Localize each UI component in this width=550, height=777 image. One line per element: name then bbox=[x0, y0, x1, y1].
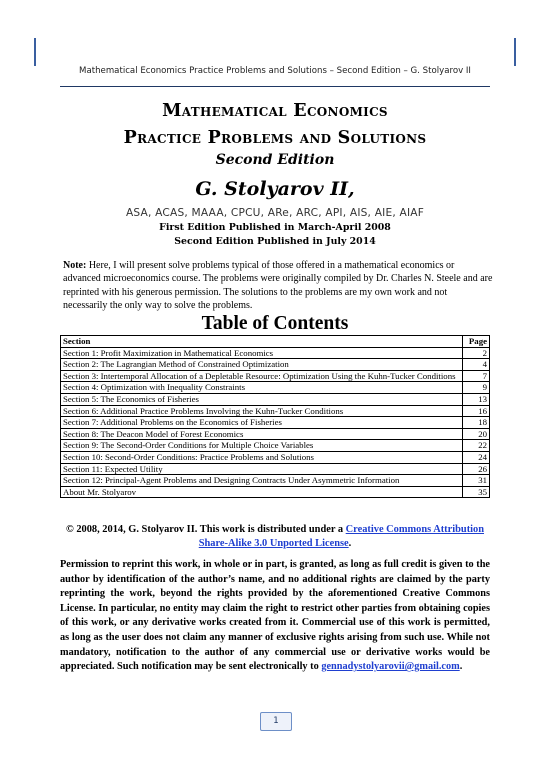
copyright-notice bbox=[60, 523, 490, 551]
toc-row[interactable] bbox=[61, 347, 490, 359]
table-of-contents bbox=[60, 335, 490, 498]
toc-section[interactable]: Section 5: The Economics of Fisheries bbox=[61, 393, 463, 405]
toc-section[interactable]: Section 3: Intertemporal Allocation of a Depletable Resource: Optimization Using the Kuhn-Tucker Conditions bbox=[61, 370, 463, 382]
toc-section[interactable]: Section 1: Profit Maximization in Mathematical Economics bbox=[61, 347, 463, 359]
toc-row[interactable] bbox=[61, 486, 490, 498]
toc-page: 2 bbox=[463, 347, 490, 359]
toc-page: 22 bbox=[463, 440, 490, 452]
toc-section[interactable]: Section 4: Optimization with Inequality Constraints bbox=[61, 382, 463, 394]
corner-mark-right bbox=[514, 38, 516, 66]
toc-page: 35 bbox=[463, 486, 490, 498]
toc-page: 24 bbox=[463, 451, 490, 463]
toc-header-section: Section bbox=[61, 336, 463, 348]
header-rule bbox=[60, 86, 490, 87]
second-edition-date: Second Edition Published in July 2014 bbox=[174, 236, 376, 247]
toc-section[interactable]: Section 11: Expected Utility bbox=[61, 463, 463, 475]
title-line-1: Mathematical Economics bbox=[162, 101, 388, 121]
toc-row[interactable] bbox=[61, 417, 490, 429]
author-name: G. Stolyarov II, bbox=[195, 178, 355, 200]
toc-section[interactable]: Section 12: Principal-Agent Problems and Designing Contracts Under Asymmetric Information bbox=[61, 475, 463, 487]
toc-row[interactable] bbox=[61, 440, 490, 452]
toc-heading: Table of Contents bbox=[201, 313, 349, 334]
first-edition-date: First Edition Published in March-April 2008 bbox=[159, 222, 391, 233]
permission-paragraph bbox=[60, 558, 490, 675]
author-credentials: ASA, ACAS, MAAA, CPCU, ARe, ARC, API, AIS, AIE, AIAF bbox=[125, 207, 425, 219]
toc-row[interactable] bbox=[61, 451, 490, 463]
toc-page: 18 bbox=[463, 417, 490, 429]
corner-mark-left bbox=[34, 38, 36, 66]
toc-page: 26 bbox=[463, 463, 490, 475]
toc-page: 9 bbox=[463, 382, 490, 394]
toc-row[interactable] bbox=[61, 359, 490, 371]
toc-page: 16 bbox=[463, 405, 490, 417]
license-link[interactable]: Creative Commons Attribution Share-Alike 3.0 Unported License bbox=[198, 524, 485, 549]
toc-page: 20 bbox=[463, 428, 490, 440]
toc-row[interactable] bbox=[61, 475, 490, 487]
toc-section[interactable]: Section 2: The Lagrangian Method of Constrained Optimization bbox=[61, 359, 463, 371]
running-header: Mathematical Economics Practice Problems and Solutions – Second Edition – G. Stolyarov II bbox=[79, 66, 471, 76]
permission-text: Permission to reprint this work, in whole or in part, is granted, as long as full credit is given to the author by identification of the author’s name, and no additional rights are claimed by the party reprinting the work, beyond the rights provided by the aforementioned Creative Commons License. In particular, no entity may claim the right to restrict other parties from obtaining copies of this work, or any derivative works created from it. Commercial use of this work is permitted, as long as the user does not claim any manner of exclusive rights arising from such use. While not mandatory, notification to the author of any commercial use or derivative works would be appreciated. Such notification may be sent electronically to bbox=[60, 559, 490, 673]
toc-page: 13 bbox=[463, 393, 490, 405]
toc-row[interactable] bbox=[61, 393, 490, 405]
toc-row[interactable] bbox=[61, 428, 490, 440]
note-label: Note: bbox=[63, 260, 87, 271]
toc-row[interactable] bbox=[61, 463, 490, 475]
toc-row[interactable] bbox=[61, 405, 490, 417]
toc-header-row bbox=[61, 336, 490, 348]
page-number: 1 bbox=[260, 712, 292, 731]
title-line-2: Practice Problems and Solutions bbox=[123, 128, 427, 148]
toc-section[interactable]: Section 10: Second-Order Conditions: Practice Problems and Solutions bbox=[61, 451, 463, 463]
note-paragraph bbox=[63, 259, 493, 312]
toc-section[interactable]: Section 6: Additional Practice Problems Involving the Kuhn-Tucker Conditions bbox=[61, 405, 463, 417]
note-text: Here, I will present solve problems typical of those offered in a mathematical economics or advanced microeconomics course. The problems were originally compiled by Dr. Charles N. Steele and are reprinted with his generous permission. The solutions to the problems are my own work and not necessarily the only way to solve the problems. bbox=[63, 260, 493, 311]
toc-page: 4 bbox=[463, 359, 490, 371]
toc-section[interactable]: Section 7: Additional Problems on the Economics of Fisheries bbox=[61, 417, 463, 429]
toc-section[interactable]: Section 8: The Deacon Model of Forest Economics bbox=[61, 428, 463, 440]
toc-section[interactable]: Section 9: The Second-Order Conditions for Multiple Choice Variables bbox=[61, 440, 463, 452]
toc-section[interactable]: About Mr. Stolyarov bbox=[61, 486, 463, 498]
copyright-suffix: . bbox=[348, 538, 352, 549]
toc-row[interactable] bbox=[61, 370, 490, 382]
copyright-prefix: © 2008, 2014, G. Stolyarov II. This work is distributed under a bbox=[65, 524, 346, 535]
toc-row[interactable] bbox=[61, 382, 490, 394]
edition-subtitle: Second Edition bbox=[215, 152, 335, 168]
email-link[interactable]: gennadystolyarovii@gmail.com bbox=[321, 661, 460, 673]
permission-end: . bbox=[459, 661, 463, 673]
toc-header-page: Page bbox=[463, 336, 490, 348]
toc-page: 7 bbox=[463, 370, 490, 382]
toc-page: 31 bbox=[463, 475, 490, 487]
